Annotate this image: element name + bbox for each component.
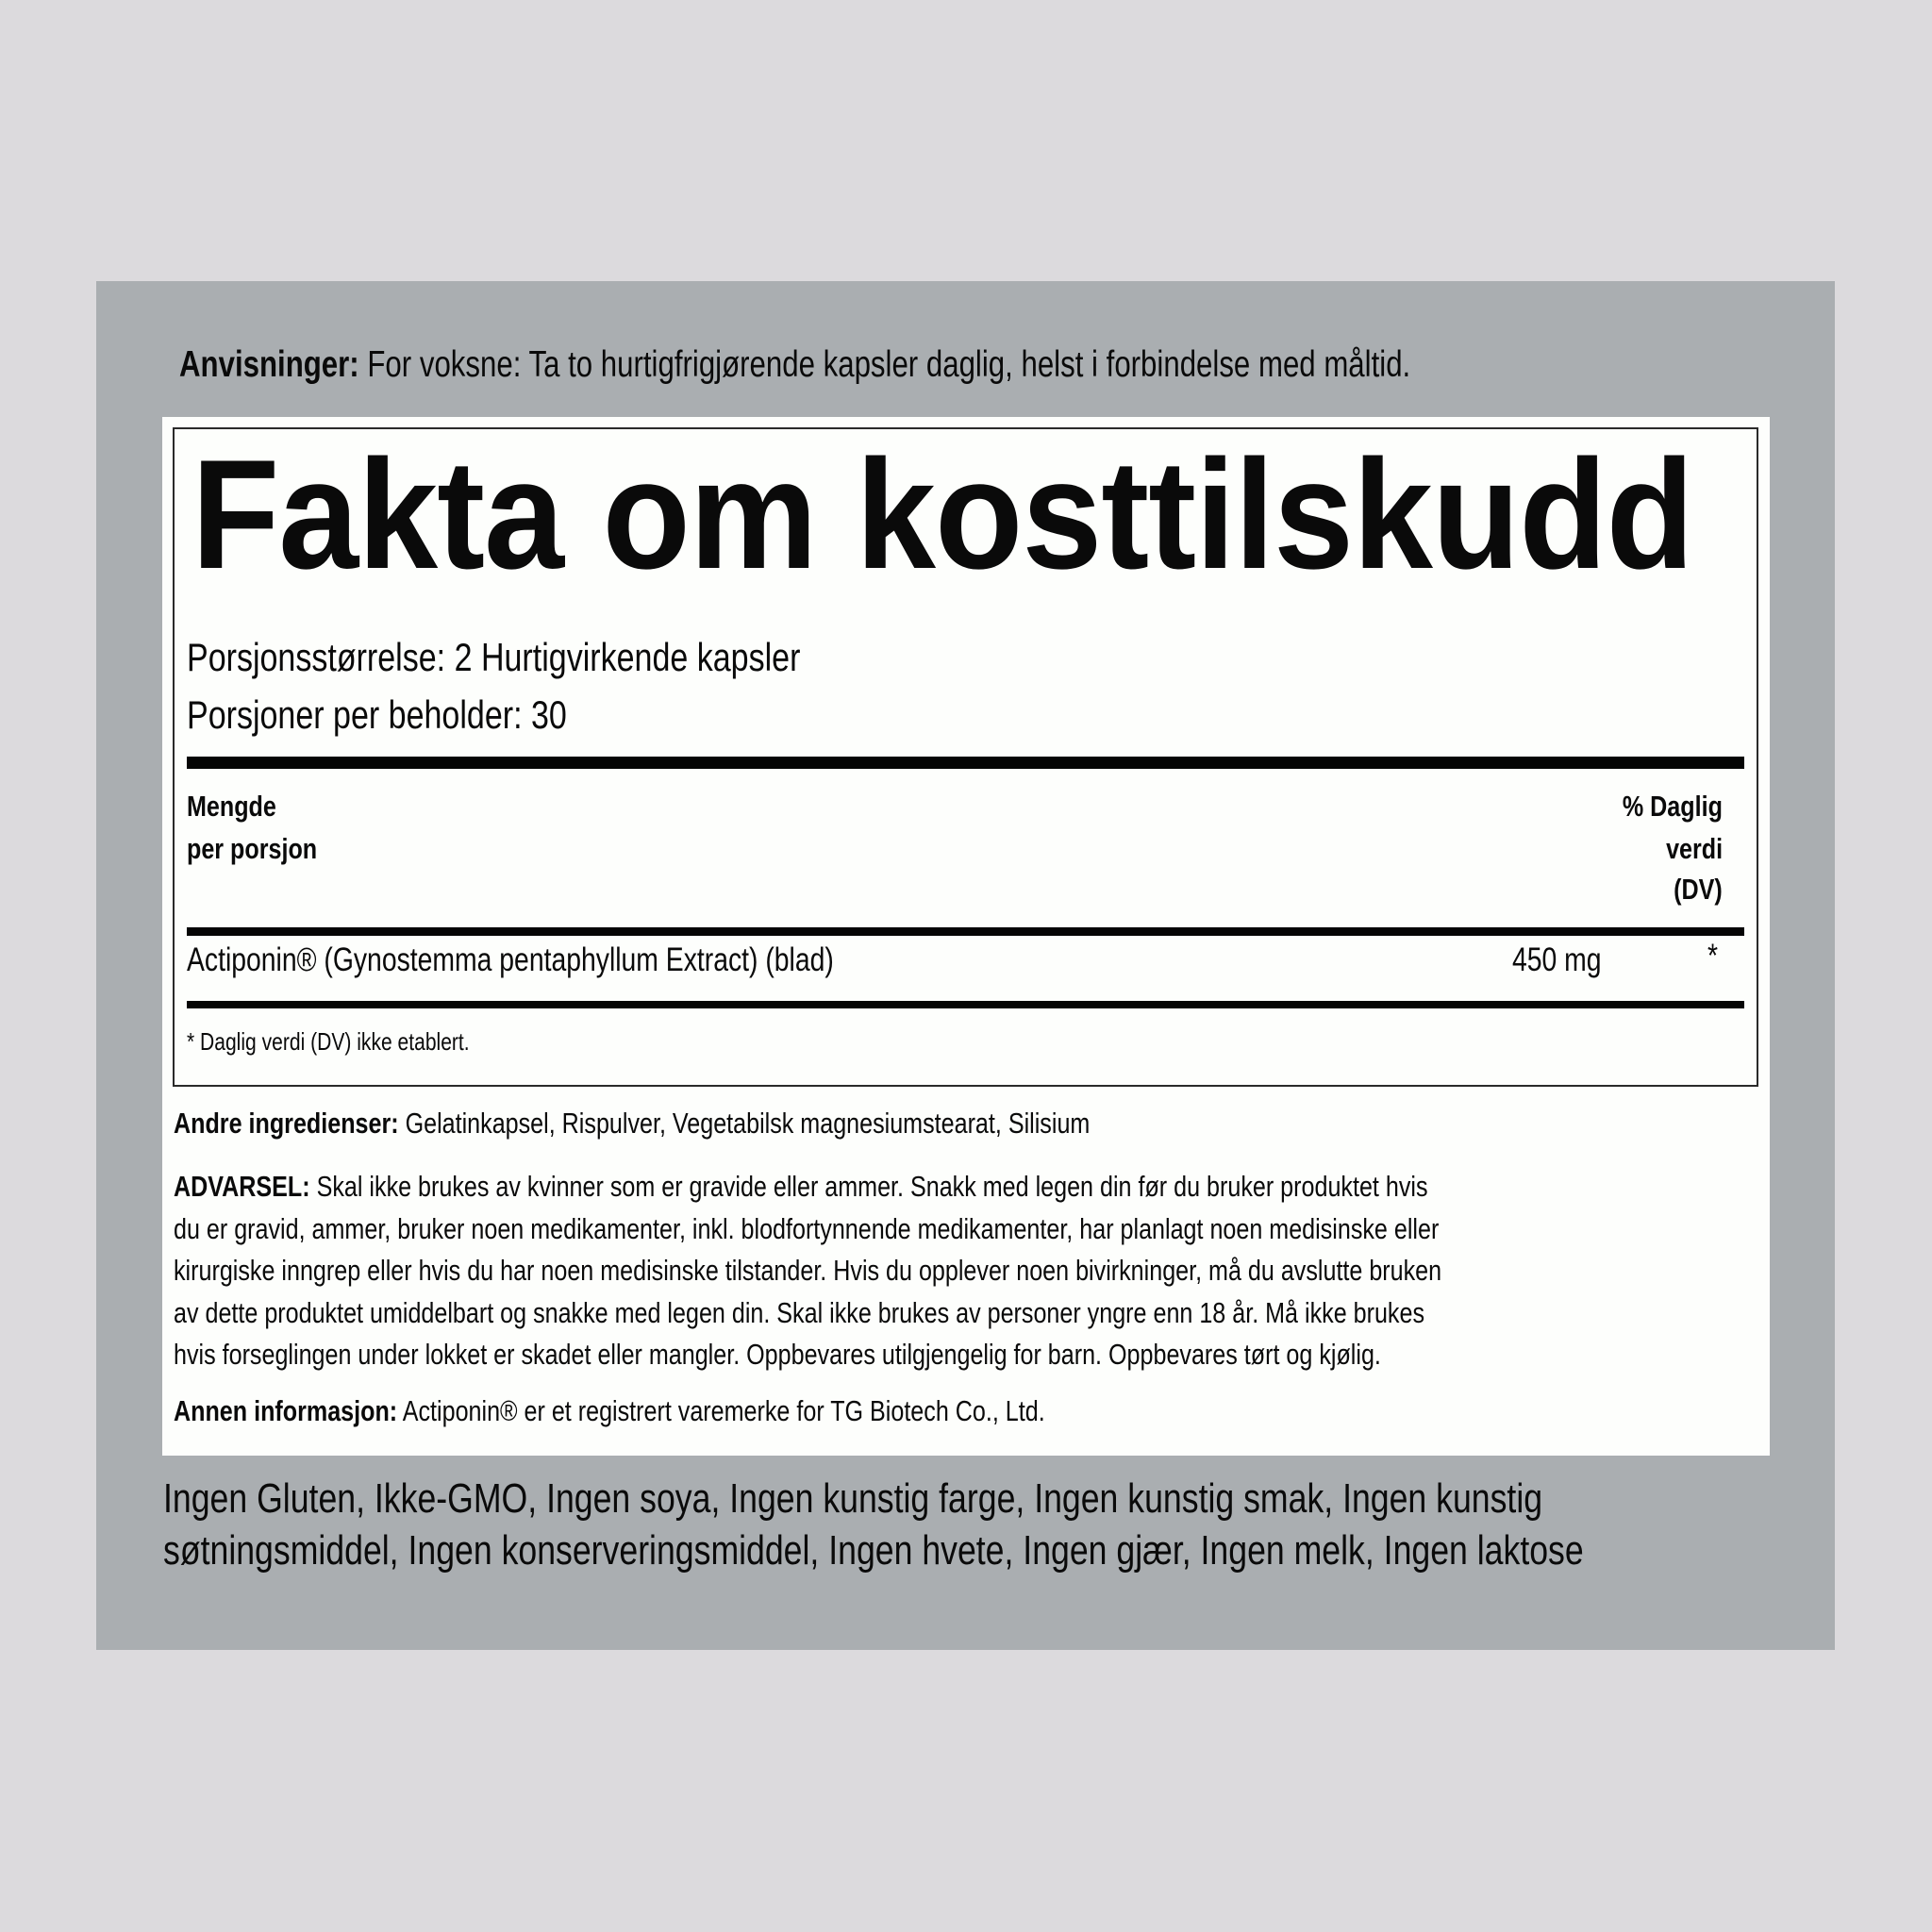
other-ingredients-label: Andre ingredienser: [174, 1107, 399, 1140]
dv-header-line-1: % Daglig [1622, 790, 1723, 823]
other-info-label: Annen informasjon: [174, 1394, 398, 1427]
warning-line-1 [174, 1169, 1428, 1205]
serving-size: Porsjonsstørrelse: 2 Hurtigvirkende kapsler [187, 635, 801, 679]
ingredient-name: Actiponin® (Gynostemma pentaphyllum Extract) (blad) [187, 941, 834, 978]
other-ingredients [174, 1106, 1090, 1141]
warning-line-5: hvis forseglingen under lokket er skadet eller mangler. Oppbevares utilgjengelig for barn. Oppbevares tørt og kjølig. [174, 1338, 1381, 1371]
ingredient-dv: * [1707, 938, 1719, 974]
dv-header-line-2: verdi [1665, 832, 1723, 865]
dv-header-line-3: (DV) [1674, 873, 1723, 906]
dv-footnote: * Daglig verdi (DV) ikke etablert. [187, 1027, 470, 1056]
other-info [174, 1393, 1045, 1429]
facts-title: Fakta om kosttilskudd [192, 427, 1693, 601]
free-from-line-2: søtningsmiddel, Ingen konserveringsmiddel, Ingen hvete, Ingen gjær, Ingen melk, Ingen laktose [163, 1527, 1584, 1574]
directions-line [179, 343, 1410, 387]
warning-line-4: av dette produktet umiddelbart og snakke med legen din. Skal ikke brukes av personer yngre enn 18 år. Må ikke brukes [174, 1296, 1425, 1329]
servings-per-container: Porsjoner per beholder: 30 [187, 692, 567, 737]
amount-header-line-2: per porsjon [187, 832, 318, 865]
ingredient-amount: 450 mg [1512, 941, 1602, 978]
warning-label: ADVARSEL: [174, 1170, 310, 1203]
free-from-line-1: Ingen Gluten, Ikke-GMO, Ingen soya, Ingen kunstig farge, Ingen kunstig smak, Ingen kunstig [163, 1475, 1543, 1522]
amount-header-line-1: Mengde [187, 790, 276, 823]
other-ingredients-text: Gelatinkapsel, Rispulver, Vegetabilsk magnesiumstearat, Silisium [405, 1107, 1091, 1140]
other-info-text: Actiponin® er et registrert varemerke for TG Biotech Co., Ltd. [402, 1394, 1045, 1427]
thick-rule-top [187, 757, 1744, 769]
warning-text-1: Skal ikke brukes av kvinner som er gravide eller ammer. Snakk med legen din før du bruker produktet hvis [316, 1170, 1428, 1203]
directions-label: Anvisninger: [179, 344, 359, 385]
rule-below-row [187, 1001, 1744, 1008]
warning-line-2: du er gravid, ammer, bruker noen medikamenter, inkl. blodfortynnende medikamenter, har planlagt noen medisinske eller [174, 1212, 1440, 1245]
rule-below-header [187, 927, 1744, 936]
directions-text: For voksne: Ta to hurtigfrigjørende kapsler daglig, helst i forbindelse med måltid. [367, 344, 1411, 385]
warning-line-3: kirurgiske inngrep eller hvis du har noen medisinske tilstander. Hvis du opplever noen bivirkninger, må du avslutte bruken [174, 1254, 1442, 1287]
